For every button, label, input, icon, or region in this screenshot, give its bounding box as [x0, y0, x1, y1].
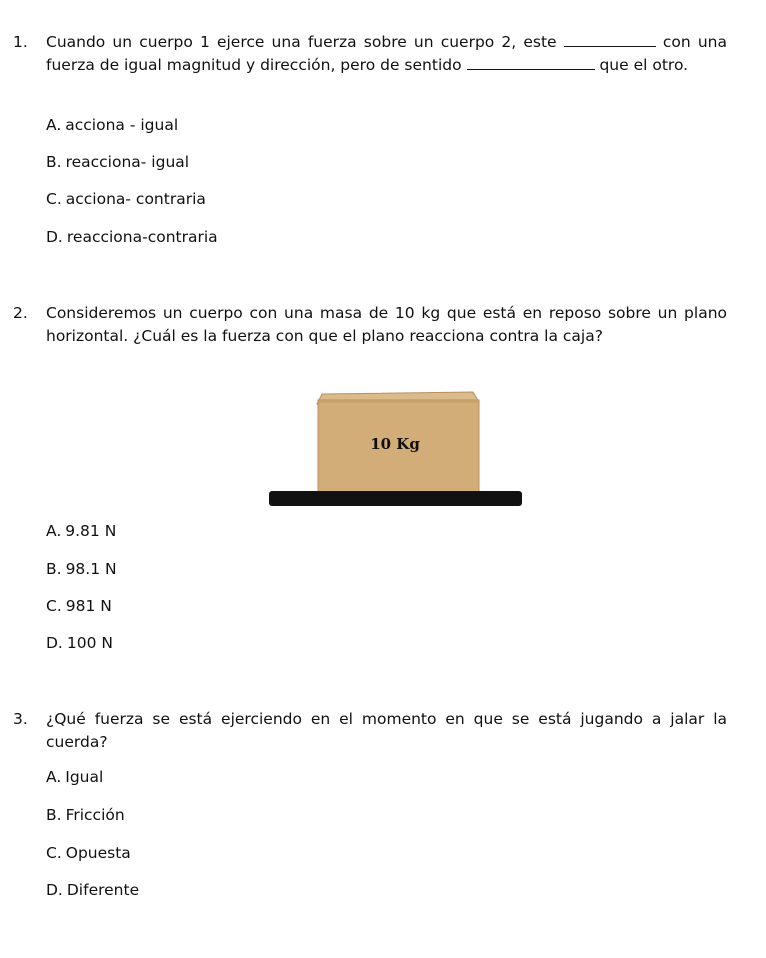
question-2	[13, 302, 727, 348]
question-text: Cuando un cuerpo 1 ejerce una fuerza sobre un cuerpo 2, este con una fuerza de igual magnitud y dirección, pero de sentido que el otro.	[46, 33, 728, 74]
question-1	[13, 31, 727, 77]
option-3d[interactable]: D. Diferente	[46, 881, 140, 899]
option-1d[interactable]: D. reacciona-contraria	[46, 228, 218, 246]
box-weight-label: 10 Kg	[370, 435, 420, 453]
question-number: 3.	[13, 710, 28, 728]
question-text: Consideremos un cuerpo con una masa de 10 kg que está en reposo sobre un plano horizontal. ¿Cuál es la fuerza con que el plano reacciona contra la caja?	[46, 304, 727, 345]
option-2b[interactable]: B. 98.1 N	[46, 560, 117, 578]
option-1b[interactable]: B. reacciona- igual	[46, 153, 190, 171]
option-3a[interactable]: A. Igual	[46, 768, 104, 786]
box-illustration	[265, 388, 530, 512]
question-text: ¿Qué fuerza se está ejerciendo en el momento en que se está jugando a jalar la cuerda?	[46, 710, 727, 751]
question-number: 1.	[13, 33, 28, 51]
question-3	[13, 708, 727, 754]
option-2c[interactable]: C. 981 N	[46, 597, 112, 615]
answer-blank	[564, 32, 656, 47]
option-1a[interactable]: A. acciona - igual	[46, 116, 179, 134]
option-3c[interactable]: C. Opuesta	[46, 844, 131, 862]
option-2d[interactable]: D. 100 N	[46, 634, 113, 652]
option-2a[interactable]: A. 9.81 N	[46, 522, 117, 540]
box-figure	[265, 388, 530, 512]
answer-blank	[467, 55, 595, 70]
horizontal-plane	[269, 491, 522, 506]
option-3b[interactable]: B. Fricción	[46, 806, 125, 824]
question-number: 2.	[13, 304, 28, 322]
option-1c[interactable]: C. acciona- contraria	[46, 190, 206, 208]
